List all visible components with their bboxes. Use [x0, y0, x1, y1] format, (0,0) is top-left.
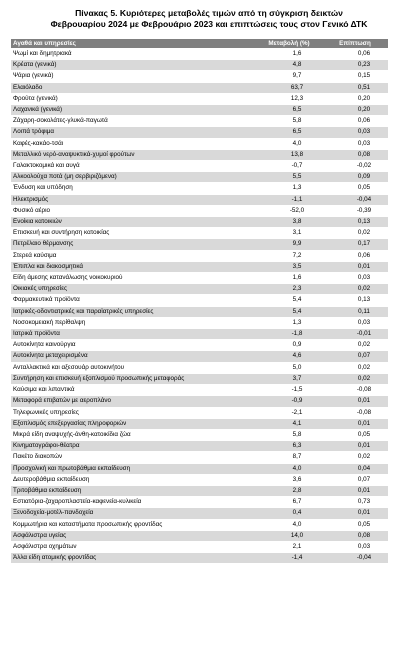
cell-item: Καύσιμα και λιπαντικά	[11, 385, 256, 396]
cell-item: Τριτοβάθμια εκπαίδευση	[11, 485, 256, 496]
cell-item: Κομμωτήρια και καταστήματα προσωπικής φροντίδας	[11, 519, 256, 530]
cell-item: Ηλεκτρισμός	[11, 194, 256, 205]
cell-change-percent: 9,9	[256, 239, 322, 250]
cell-change-percent: 13,8	[256, 149, 322, 160]
cell-item: Ζάχαρη-σοκολάτες-γλυκά-παγωτά	[11, 116, 256, 127]
cell-change-percent: 5,8	[256, 116, 322, 127]
table-row	[11, 60, 388, 71]
table-title	[0, 8, 418, 30]
cell-change-percent: 63,7	[256, 82, 322, 93]
cell-impact: 0,03	[322, 317, 388, 328]
cell-impact: -0,01	[322, 329, 388, 340]
table-row	[11, 273, 388, 284]
cell-impact: 0,73	[322, 497, 388, 508]
cell-impact: 0,20	[322, 93, 388, 104]
table-row	[11, 340, 388, 351]
cell-item: Ένδυση και υπόδηση	[11, 183, 256, 194]
cell-change-percent: 1,6	[256, 49, 322, 60]
table-row	[11, 508, 388, 519]
cell-item: Φυσικό αέριο	[11, 205, 256, 216]
table-row	[11, 463, 388, 474]
table-row	[11, 71, 388, 82]
cell-item: Ψάρια (γενικά)	[11, 71, 256, 82]
table-row	[11, 261, 388, 272]
cell-item: Αλκοολούχα ποτά (μη σερβιριζόμενα)	[11, 172, 256, 183]
header-goods-and-services: Αγαθά και υπηρεσίες	[11, 39, 256, 49]
table-row	[11, 105, 388, 116]
cell-impact: 0,02	[322, 228, 388, 239]
table-row	[11, 317, 388, 328]
cell-impact: 0,01	[322, 508, 388, 519]
cell-item: Δευτεροβάθμια εκπαίδευση	[11, 474, 256, 485]
table-title-line-1: Πίνακας 5. Κυριότερες μεταβολές τιμών από τη σύγκριση δεικτών	[75, 8, 343, 18]
cell-impact: 0,04	[322, 463, 388, 474]
cell-item: Πακέτο διακοπών	[11, 452, 256, 463]
cell-impact: 0,05	[322, 183, 388, 194]
cell-impact: 0,02	[322, 284, 388, 295]
table-row	[11, 351, 388, 362]
table-row	[11, 329, 388, 340]
cell-item: Αυτοκίνητα μεταχειρισμένα	[11, 351, 256, 362]
cell-change-percent: 3,8	[256, 217, 322, 228]
table-row	[11, 519, 388, 530]
table-row	[11, 452, 388, 463]
cell-change-percent: 4,6	[256, 351, 322, 362]
table-row	[11, 530, 388, 541]
header-change-percent: Μεταβολή (%)	[256, 39, 322, 49]
cell-change-percent: 4,0	[256, 519, 322, 530]
cell-change-percent: 2,3	[256, 284, 322, 295]
cell-impact: 0,02	[322, 362, 388, 373]
cell-impact: 0,13	[322, 217, 388, 228]
table-row	[11, 49, 388, 60]
cell-item: Ασφάλιστρα υγείας	[11, 530, 256, 541]
cell-impact: 0,02	[322, 340, 388, 351]
cell-change-percent: -0,7	[256, 161, 322, 172]
cell-item: Συντήρηση και επισκευή εξοπλισμού προσωπικής μεταφοράς	[11, 373, 256, 384]
cell-change-percent: 4,8	[256, 60, 322, 71]
cell-impact: 0,03	[322, 273, 388, 284]
cell-impact: 0,08	[322, 530, 388, 541]
cell-impact: -0,08	[322, 385, 388, 396]
price-changes-table	[11, 39, 388, 564]
table-row	[11, 194, 388, 205]
cell-item: Γαλακτοκομικά και αυγά	[11, 161, 256, 172]
cell-impact: 0,02	[322, 373, 388, 384]
cell-change-percent: 5,0	[256, 362, 322, 373]
cell-item: Ιατρικές-οδοντιατρικές και παραϊατρικές υπηρεσίες	[11, 306, 256, 317]
cell-item: Ιατρικά προϊόντα	[11, 329, 256, 340]
cell-change-percent: 0,4	[256, 508, 322, 519]
cell-item: Ψωμί και δημητριακά	[11, 49, 256, 60]
table-row	[11, 441, 388, 452]
table-row	[11, 295, 388, 306]
cell-change-percent: -52,0	[256, 205, 322, 216]
cell-change-percent: 9,7	[256, 71, 322, 82]
cell-impact: 0,01	[322, 396, 388, 407]
cell-item: Εξοπλισμός επεξεργασίας πληροφοριών	[11, 418, 256, 429]
cell-item: Στερεά καύσιμα	[11, 250, 256, 261]
cell-item: Φρούτα (γενικά)	[11, 93, 256, 104]
table-row	[11, 228, 388, 239]
table-row	[11, 306, 388, 317]
cell-impact: 0,06	[322, 116, 388, 127]
cell-change-percent: 1,6	[256, 273, 322, 284]
cell-item: Φαρμακευτικά προϊόντα	[11, 295, 256, 306]
table-row	[11, 385, 388, 396]
cell-item: Νοσοκομειακή περίθαλψη	[11, 317, 256, 328]
cell-item: Λαχανικά (γενικά)	[11, 105, 256, 116]
header-row	[11, 39, 388, 49]
cell-impact: 0,13	[322, 295, 388, 306]
table-row	[11, 497, 388, 508]
table-row	[11, 149, 388, 160]
table-body	[11, 49, 388, 564]
cell-item: Αυτοκίνητα καινούργια	[11, 340, 256, 351]
cell-impact: 0,09	[322, 172, 388, 183]
header-impact: Επίπτωση	[322, 39, 388, 49]
cell-item: Μεταλλικό νερό-αναψυκτικά-χυμοί φρούτων	[11, 149, 256, 160]
cell-change-percent: 5,8	[256, 429, 322, 440]
cell-item: Ασφάλιστρα οχημάτων	[11, 541, 256, 552]
table-row	[11, 474, 388, 485]
table-header	[11, 39, 388, 49]
cell-item: Πετρέλαιο θέρμανσης	[11, 239, 256, 250]
cell-item: Ανταλλακτικά και αξεσουάρ αυτοκινήτου	[11, 362, 256, 373]
cell-change-percent: -1,1	[256, 194, 322, 205]
cell-item: Έπιπλα και διακοσμητικά	[11, 261, 256, 272]
cell-impact: 0,15	[322, 71, 388, 82]
table-row	[11, 418, 388, 429]
table-row	[11, 205, 388, 216]
cell-impact: -0,39	[322, 205, 388, 216]
table-row	[11, 553, 388, 564]
cell-item: Τηλεφωνικές υπηρεσίες	[11, 407, 256, 418]
table-row	[11, 485, 388, 496]
table-row	[11, 217, 388, 228]
cell-change-percent: 7,2	[256, 250, 322, 261]
table-row	[11, 82, 388, 93]
cell-impact: 0,11	[322, 306, 388, 317]
table-row	[11, 373, 388, 384]
cell-change-percent: 1,3	[256, 183, 322, 194]
cell-impact: 0,01	[322, 485, 388, 496]
table-row	[11, 396, 388, 407]
cell-item: Επισκευή και συντήρηση κατοικίας	[11, 228, 256, 239]
table-row	[11, 127, 388, 138]
cell-change-percent: 3,7	[256, 373, 322, 384]
cell-impact: 0,05	[322, 519, 388, 530]
table-row	[11, 172, 388, 183]
cell-impact: -0,04	[322, 553, 388, 564]
cell-impact: 0,01	[322, 441, 388, 452]
table-row	[11, 116, 388, 127]
table-row	[11, 362, 388, 373]
cell-item: Ελαιόλαδο	[11, 82, 256, 93]
table-row	[11, 239, 388, 250]
cell-change-percent: 2,1	[256, 541, 322, 552]
cell-item: Μεταφορά επιβατών με αεροπλάνο	[11, 396, 256, 407]
cell-impact: 0,01	[322, 261, 388, 272]
cell-impact: 0,17	[322, 239, 388, 250]
cell-change-percent: 6,3	[256, 441, 322, 452]
cell-impact: 0,01	[322, 418, 388, 429]
cell-change-percent: 8,7	[256, 452, 322, 463]
cell-change-percent: 6,5	[256, 127, 322, 138]
cell-change-percent: 3,1	[256, 228, 322, 239]
cell-impact: 0,20	[322, 105, 388, 116]
cell-item: Ξενοδοχεία-μοτέλ-πανδοχεία	[11, 508, 256, 519]
cell-impact: 0,03	[322, 541, 388, 552]
cell-change-percent: 5,5	[256, 172, 322, 183]
cell-impact: 0,23	[322, 60, 388, 71]
cell-change-percent: -2,1	[256, 407, 322, 418]
cell-change-percent: -0,9	[256, 396, 322, 407]
cell-item: Οικιακές υπηρεσίες	[11, 284, 256, 295]
cell-item: Προσχολική και πρωτοβάθμια εκπαίδευση	[11, 463, 256, 474]
cell-change-percent: 14,0	[256, 530, 322, 541]
table-row	[11, 93, 388, 104]
cell-change-percent: 1,3	[256, 317, 322, 328]
cell-impact: 0,06	[322, 49, 388, 60]
cell-impact: 0,02	[322, 452, 388, 463]
table-row	[11, 250, 388, 261]
cell-item: Κινηματογράφοι-θέατρα	[11, 441, 256, 452]
cell-change-percent: -1,5	[256, 385, 322, 396]
table-row	[11, 429, 388, 440]
cell-impact: 0,05	[322, 429, 388, 440]
cell-change-percent: 3,5	[256, 261, 322, 272]
cell-impact: -0,08	[322, 407, 388, 418]
cell-change-percent: -1,4	[256, 553, 322, 564]
cell-change-percent: 12,3	[256, 93, 322, 104]
table-row	[11, 284, 388, 295]
cell-change-percent: 4,0	[256, 463, 322, 474]
cell-item: Λοιπά τρόφιμα	[11, 127, 256, 138]
cell-item: Εστιατόρια-ζαχαροπλαστεία-καφενεία-κυλικεία	[11, 497, 256, 508]
cell-impact: 0,51	[322, 82, 388, 93]
cell-change-percent: 5,4	[256, 295, 322, 306]
cell-impact: 0,07	[322, 351, 388, 362]
cell-change-percent: 0,9	[256, 340, 322, 351]
cell-impact: 0,03	[322, 127, 388, 138]
cell-item: Καφές-κακάο-τσάι	[11, 138, 256, 149]
cell-impact: -0,02	[322, 161, 388, 172]
cell-impact: 0,07	[322, 474, 388, 485]
cell-change-percent: 5,4	[256, 306, 322, 317]
table-row	[11, 407, 388, 418]
cell-item: Άλλα είδη ατομικής φροντίδας	[11, 553, 256, 564]
table-row	[11, 541, 388, 552]
table-row	[11, 161, 388, 172]
cell-impact: 0,06	[322, 250, 388, 261]
cell-change-percent: 4,1	[256, 418, 322, 429]
cell-item: Μικρά είδη αναψυχής-άνθη-κατοικίδια ζώα	[11, 429, 256, 440]
cell-change-percent: 6,7	[256, 497, 322, 508]
cell-change-percent: 2,8	[256, 485, 322, 496]
cell-change-percent: 3,6	[256, 474, 322, 485]
cell-impact: -0,04	[322, 194, 388, 205]
cell-change-percent: 6,5	[256, 105, 322, 116]
table-row	[11, 138, 388, 149]
cell-change-percent: -1,8	[256, 329, 322, 340]
cell-item: Ενοίκια κατοικιών	[11, 217, 256, 228]
cell-item: Κρέατα (γενικά)	[11, 60, 256, 71]
table-title-line-2: Φεβρουαρίου 2024 με Φεβρουάριο 2023 και επιπτώσεις τους στον Γενικό ΔΤΚ	[50, 19, 368, 29]
cell-item: Είδη άμεσης κατανάλωσης νοικοκυριού	[11, 273, 256, 284]
cell-change-percent: 4,0	[256, 138, 322, 149]
cell-impact: 0,08	[322, 149, 388, 160]
table-row	[11, 183, 388, 194]
cell-impact: 0,03	[322, 138, 388, 149]
